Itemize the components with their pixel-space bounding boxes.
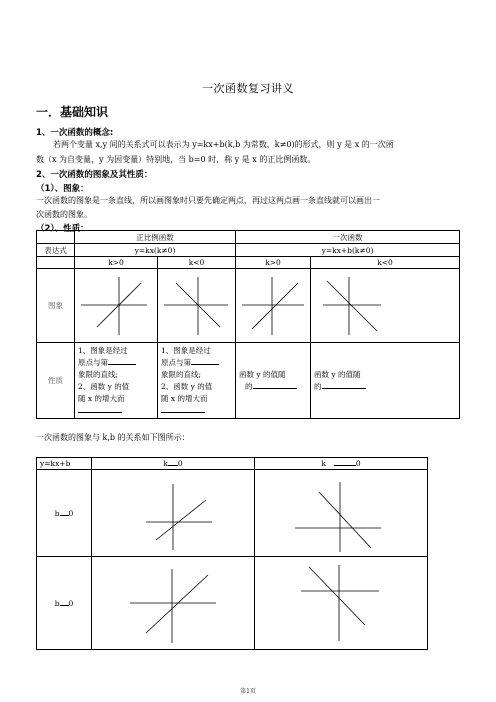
graph-cell [92, 557, 255, 650]
property-cell [311, 343, 460, 419]
graph-line-2: 次函数的图象。 [36, 210, 92, 219]
graph-cell [236, 269, 311, 343]
k-letter: k [321, 459, 326, 468]
property-text: 1、图象是经过 [78, 345, 128, 355]
k-sign: 0 [355, 459, 361, 468]
fill-blank[interactable] [78, 412, 122, 413]
property-text: 原点与第 [78, 357, 108, 367]
b-letter: b [54, 598, 60, 608]
graph-line-1: 一次函数的图象是一条直线，所以画图象时只要先确定两点，再过这两点画一条直线就可以画出一 [36, 196, 380, 205]
fill-blank[interactable] [161, 412, 205, 413]
page-footer: 第1页 [240, 688, 256, 695]
fill-blank[interactable] [60, 515, 69, 516]
k-label: k>0 [236, 257, 311, 269]
k-sign: 0 [177, 459, 183, 468]
expr-proportional: y=kx(k≠0) [75, 244, 236, 257]
page-title: 一次函数复习讲义 [202, 82, 294, 95]
k-label: k<0 [311, 257, 460, 269]
property-text-with-blank [314, 381, 459, 393]
property-text: 2、函数 y 的值 [161, 381, 213, 391]
fill-blank[interactable] [253, 388, 297, 389]
fill-blank[interactable] [191, 364, 219, 365]
property-cell [236, 343, 311, 419]
property-cell [75, 343, 158, 419]
graph-property-heading: 2、一次函数的图象及其性质： [36, 170, 153, 180]
graph-subheading: （1）、图象： [36, 184, 89, 194]
blank-line [161, 405, 235, 417]
expr-linear: y=kx+b(k≠0) [236, 244, 460, 257]
fill-blank[interactable] [60, 605, 69, 606]
graph-linear-k-negative [311, 269, 459, 340]
fill-blank[interactable] [168, 465, 178, 466]
row-label-expression: 表达式 [37, 244, 75, 257]
property-text-with-blank [161, 357, 235, 369]
row-label-graph: 图象 [37, 269, 75, 343]
graph-proportional-k-positive [75, 269, 157, 340]
graph-k-positive-b-negative [92, 557, 254, 647]
property-text: 随 x 的增大而 [78, 393, 125, 403]
property-text: 1、图象是经过 [161, 345, 211, 355]
property-subheading: （2）、性质： [36, 224, 89, 234]
header-k-1 [92, 458, 255, 470]
property-text: 2、函数 y 的值 [78, 381, 130, 391]
property-text: 的 [314, 381, 322, 391]
relation-table [36, 457, 428, 650]
section-heading: 一．基础知识 [36, 105, 109, 119]
header-proportional: 正比例函数 [75, 231, 236, 244]
fill-blank[interactable] [322, 388, 366, 389]
graph-linear-k-positive [236, 269, 310, 340]
header-k-2 [255, 458, 428, 470]
property-text: 函数 y 的值随 [239, 369, 286, 379]
b-letter: b [54, 508, 60, 518]
b-row-label [37, 557, 92, 650]
graph-k-negative-b-negative [255, 557, 427, 647]
property-text: 象限的直线; [78, 369, 119, 379]
property-text-with-blank [78, 357, 157, 369]
fill-blank[interactable] [334, 465, 356, 466]
row-label-property: 性质 [37, 343, 75, 419]
graph-cell [255, 557, 428, 650]
b-sign: 0 [68, 598, 74, 608]
concept-line-2: 数（x 为自变量，y 为因变量）特别地，当 b=0 时，称 y 是 x 的正比例函数。 [36, 155, 316, 164]
property-text: 象限的直线; [161, 369, 202, 379]
b-row-label [37, 470, 92, 557]
property-text: 原点与第 [161, 357, 191, 367]
property-text: 函数 y 的值随 [314, 369, 361, 379]
graph-cell [158, 269, 236, 343]
k-letter: k [163, 459, 168, 468]
concept-heading: 1、一次函数的概念: [36, 128, 114, 138]
property-cell [158, 343, 236, 419]
graph-cell [311, 269, 460, 343]
header-linear: 一次函数 [236, 231, 460, 244]
graph-cell [75, 269, 158, 343]
property-text: 的 [245, 381, 253, 391]
graph-k-negative-b-positive [255, 470, 427, 554]
header-expression: y=kx+b [37, 458, 92, 470]
graph-proportional-k-negative [158, 269, 235, 340]
property-table [36, 230, 460, 419]
table-empty-cell [37, 257, 75, 269]
graph-cell [92, 470, 255, 557]
k-label: k<0 [158, 257, 236, 269]
table-empty-cell [37, 231, 75, 244]
graph-cell [255, 470, 428, 557]
fill-blank[interactable] [108, 364, 136, 365]
b-sign: 0 [68, 508, 74, 518]
k-label: k>0 [75, 257, 158, 269]
property-text-with-blank [239, 381, 310, 393]
blank-line [78, 405, 157, 417]
relation-caption: 一次函数的图象与 k,b 的关系如下图所示： [36, 433, 190, 442]
graph-k-positive-b-positive [92, 470, 254, 554]
property-text: 随 x 的增大而 [161, 393, 208, 403]
concept-line-1: 若两个变量 x,y 间的关系式可以表示为 y=kx+b(k,b 为常数，k≠0)的形式，则 y 是 x 的一次函 [53, 140, 394, 149]
